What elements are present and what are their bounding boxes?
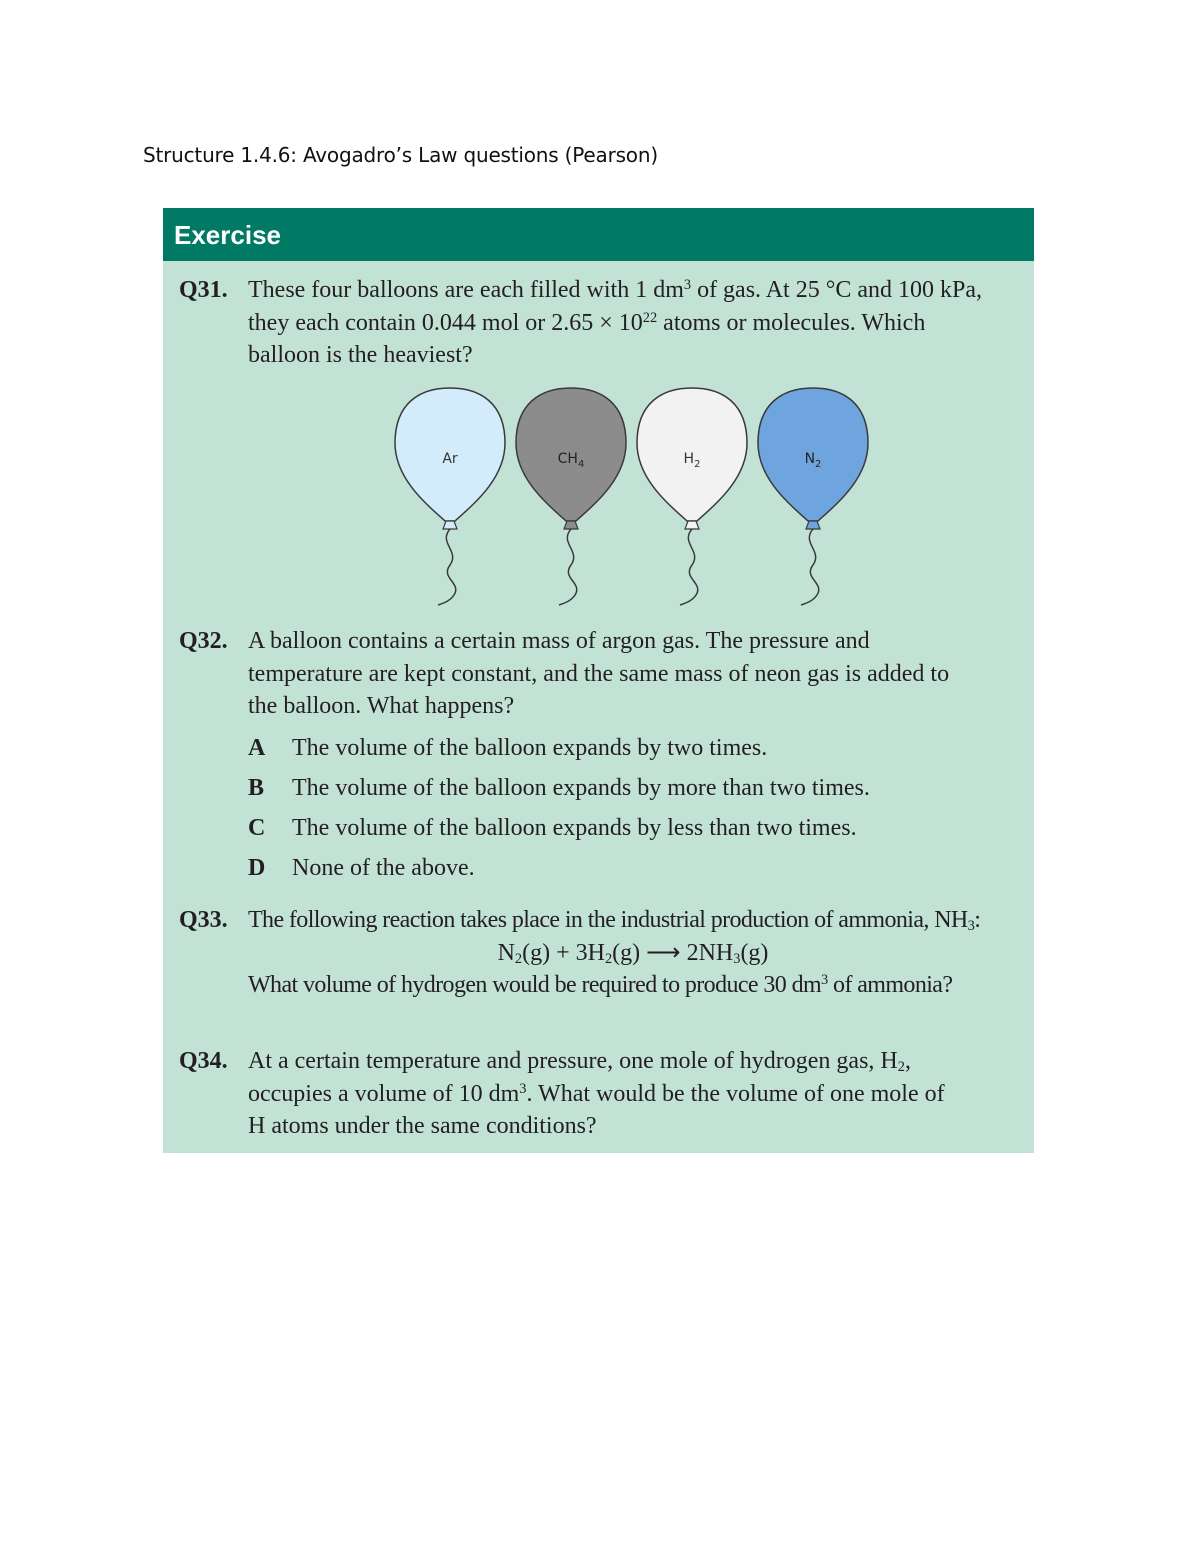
question-text-line: At a certain temperature and pressure, one mole of hydrogen gas, $H_2$, — [248, 1048, 911, 1076]
balloon-label: Ar — [442, 451, 458, 467]
option-c: C The volume of the balloon expands by less than two times. — [248, 815, 857, 841]
question-text-line: H atoms under the same conditions? — [248, 1113, 597, 1139]
question-text-line: The following reaction takes place in the industrial production of ammonia, $NH_3$: — [248, 907, 981, 935]
balloons-illustration — [393, 383, 873, 623]
question-number: Q33. — [179, 907, 228, 933]
question-number: Q34. — [179, 1048, 228, 1074]
option-b: B The volume of the balloon expands by more than two times. — [248, 775, 870, 801]
page-title: Structure 1.4.6: Avogadro’s Law questions (Pearson) — [143, 143, 658, 167]
balloon-label: $H_2$ — [683, 451, 701, 470]
question-text-line: What volume of hydrogen would be required to produce 30 $dm^3$ of ammonia? — [248, 972, 953, 998]
balloon-ch4 — [516, 388, 626, 605]
exercise-box — [163, 208, 1034, 1153]
question-text-line: A balloon contains a certain mass of argon gas. The pressure and — [248, 628, 870, 654]
question-text-line: These four balloons are each filled with 1 $dm^3$ of gas. At 25 °C and 100 kPa, — [248, 277, 982, 303]
question-text-line: balloon is the heaviest? — [248, 342, 473, 368]
balloon-label: $N_2$ — [804, 451, 822, 470]
question-text-line: they each contain 0.044 mol or $2.65 \times 10^{22}$ atoms or molecules. Which — [248, 309, 926, 336]
question-text-line: temperature are kept constant, and the same mass of neon gas is added to — [248, 660, 950, 687]
balloon-label: $CH_4$ — [557, 451, 585, 470]
question-text-line: occupies a volume of 10 $dm^3$. What would be the volume of one mole of — [248, 1080, 945, 1107]
option-a: A The volume of the balloon expands by two times. — [248, 735, 768, 761]
chemical-equation: $N_2(g) + 3H_2(g)$ ⟶ $2NH_3(g)$ — [497, 939, 769, 967]
balloon-n2 — [758, 388, 868, 605]
question-number: Q32. — [179, 628, 228, 654]
exercise-header: Exercise — [163, 208, 1034, 261]
question-text-line: the balloon. What happens? — [248, 693, 515, 719]
balloon-ar — [395, 388, 505, 605]
balloon-h2 — [637, 388, 747, 605]
question-number: Q31. — [179, 277, 228, 303]
option-d: D None of the above. — [248, 855, 475, 881]
